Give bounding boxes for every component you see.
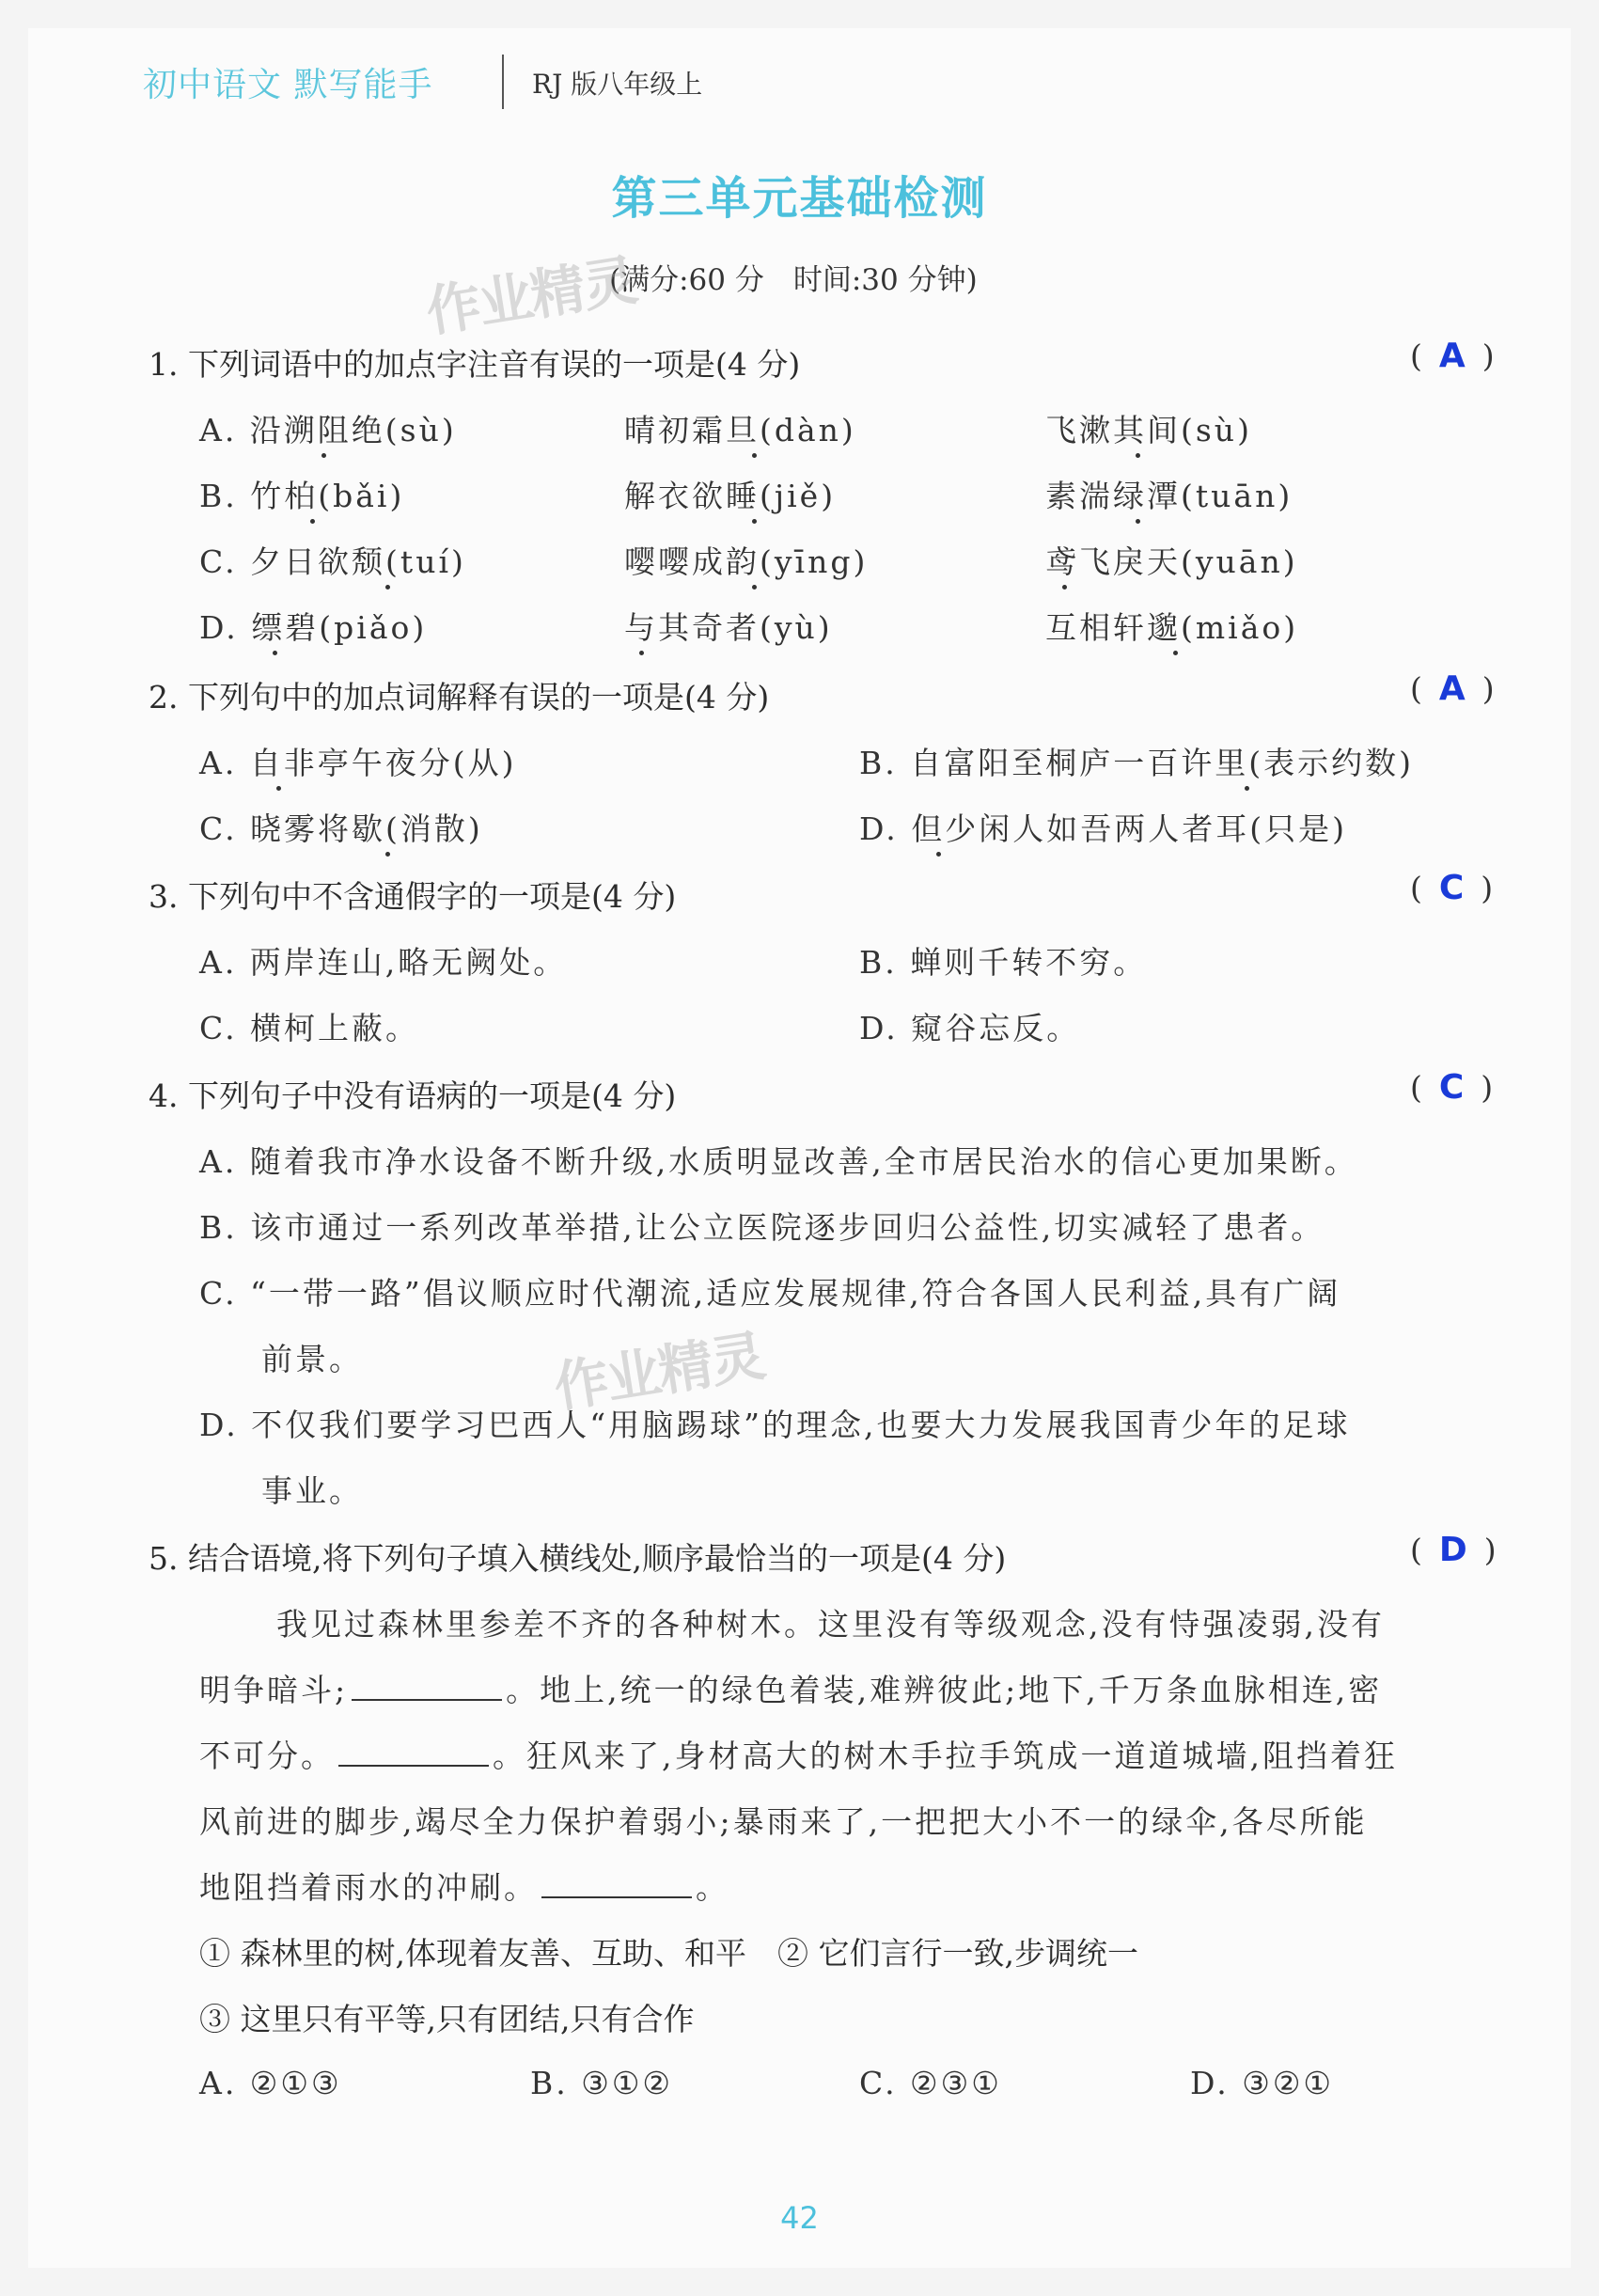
q4-option-b: B. 该市通过一系列改革举措,让公立医院逐步回归公益性,切实减轻了患者。 <box>199 1209 1325 1246</box>
question-3-answer: ( C ) <box>1410 869 1494 907</box>
header-brand: 初中语文 默写能手 <box>143 66 433 104</box>
emphasis-dot <box>1136 519 1140 524</box>
q1-option-b-2: 解衣欲睡(jiě) <box>624 478 837 514</box>
q4-option-c-line2: 前景。 <box>261 1341 363 1377</box>
q4-option-a: A. 随着我市净水设备不断升级,水质明显改善,全市居民治水的信心更加果断。 <box>199 1143 1358 1180</box>
emphasis-dot <box>385 852 390 857</box>
emphasis-dot <box>1173 651 1178 655</box>
passage-line-4: 风前进的脚步,竭尽全力保护着弱小;暴雨来了,一把把大小不一的绿伞,各尽所能 <box>199 1803 1368 1840</box>
q1-option-d-2: 与其奇者(yù) <box>624 609 833 646</box>
q2-option-d: D. 但少闲人如吾两人者耳(只是) <box>859 810 1348 847</box>
q5-option-c: C. ②③① <box>859 2065 1002 2101</box>
passage-line-3: 不可分。 。狂风来了,身材高大的树木手拉手筑成一道道城墙,阻挡着狂 <box>199 1738 1398 1774</box>
question-1-stem: 1. 下列词语中的加点字注音有误的一项是(4 分) <box>149 346 801 383</box>
fill-blank <box>541 1872 692 1898</box>
q1-option-b-1: B. 竹柏(bǎi) <box>199 478 405 514</box>
q3-option-b: B. 蝉则千转不穷。 <box>859 944 1148 981</box>
q5-option-a: A. ②①③ <box>199 2065 342 2101</box>
emphasis-dot <box>639 651 644 655</box>
exam-meta: (满分:60 分 时间:30 分钟) <box>609 263 978 297</box>
q3-option-d: D. 窥谷忘反。 <box>859 1010 1081 1046</box>
q2-option-c: C. 晓雾将歇(消散) <box>199 810 483 847</box>
q5-option-d: D. ③②① <box>1190 2065 1335 2101</box>
q1-option-a-2: 晴初霜旦(dàn) <box>624 412 856 448</box>
emphasis-dot <box>1245 786 1249 791</box>
question-4-answer: ( C ) <box>1410 1068 1494 1107</box>
q1-option-a-3: 飞漱其间(sù) <box>1045 412 1252 448</box>
q1-option-d-3: 互相轩邈(miǎo) <box>1045 609 1299 646</box>
sentence-choices-2: ③ 这里只有平等,只有团结,只有合作 <box>199 2001 695 2037</box>
fill-blank <box>338 1740 489 1767</box>
passage-line-2: 明争暗斗; 。地上,统一的绿色着装,难辨彼此;地下,千万条血脉相连,密 <box>199 1672 1383 1708</box>
q4-option-d-line2: 事业。 <box>261 1472 363 1509</box>
emphasis-dot <box>1136 453 1140 458</box>
question-2-stem: 2. 下列句中的加点词解释有误的一项是(4 分) <box>149 679 770 716</box>
page-number: 42 <box>780 2200 819 2236</box>
emphasis-dot <box>321 453 326 458</box>
emphasis-dot <box>310 519 315 524</box>
page-title: 第三单元基础检测 <box>611 172 988 225</box>
passage-line-5: 地阻挡着雨水的冲刷。 。 <box>199 1869 729 1906</box>
q1-option-c-1: C. 夕日欲颓(tuí) <box>199 543 466 580</box>
q4-option-d-line1: D. 不仅我们要学习巴西人“用脑踢球”的理念,也要大力发展我国青少年的足球 <box>199 1407 1351 1443</box>
header-edition: RJ 版八年级上 <box>532 69 703 100</box>
question-3-stem: 3. 下列句中不含通假字的一项是(4 分) <box>149 878 677 915</box>
q1-option-d-1: D. 缥碧(piǎo) <box>199 609 428 646</box>
emphasis-dot <box>752 519 757 524</box>
q1-option-c-3: 鸢飞戾天(yuān) <box>1045 543 1298 580</box>
q2-option-b: B. 自富阳至桐庐一百许里(表示约数) <box>859 745 1414 781</box>
q1-option-a-1: A. 沿溯阻绝(sù) <box>199 412 457 448</box>
header-divider <box>502 55 504 109</box>
emphasis-dot <box>276 786 281 791</box>
q3-option-c: C. 横柯上蔽。 <box>199 1010 420 1046</box>
q4-option-c-line1: C. “一带一路”倡议顺应时代潮流,适应发展规律,符合各国人民利益,具有广阔 <box>199 1275 1341 1312</box>
watermark-logo: 作业精灵 <box>549 1323 768 1421</box>
emphasis-dot <box>273 651 277 655</box>
q2-option-a: A. 自非亭午夜分(从) <box>199 745 517 781</box>
question-5-answer: ( D ) <box>1410 1531 1497 1569</box>
q1-option-b-3: 素湍绿潭(tuān) <box>1045 478 1293 514</box>
question-2-answer: ( A ) <box>1410 669 1495 708</box>
q5-option-b: B. ③①② <box>530 2065 673 2101</box>
q1-option-c-2: 嘤嘤成韵(yīng) <box>624 543 869 580</box>
fill-blank <box>352 1675 502 1701</box>
question-5-stem: 5. 结合语境,将下列句子填入横线处,顺序最恰当的一项是(4 分) <box>149 1540 1007 1577</box>
q3-option-a: A. 两岸连山,略无阙处。 <box>199 944 568 981</box>
emphasis-dot <box>752 585 757 590</box>
question-1-answer: ( A ) <box>1410 337 1495 375</box>
emphasis-dot <box>936 852 941 857</box>
sentence-choices-1: ① 森林里的树,体现着友善、互助、和平 ② 它们言行一致,步调统一 <box>199 1935 1138 1972</box>
passage-line-1: 我见过森林里参差不齐的各种树木。这里没有等级观念,没有恃强凌弱,没有 <box>276 1606 1385 1643</box>
emphasis-dot <box>752 453 757 458</box>
emphasis-dot <box>1062 585 1067 590</box>
question-4-stem: 4. 下列句子中没有语病的一项是(4 分) <box>149 1077 677 1114</box>
emphasis-dot <box>385 585 390 590</box>
watermark-logo: 作业精灵 <box>421 247 640 345</box>
